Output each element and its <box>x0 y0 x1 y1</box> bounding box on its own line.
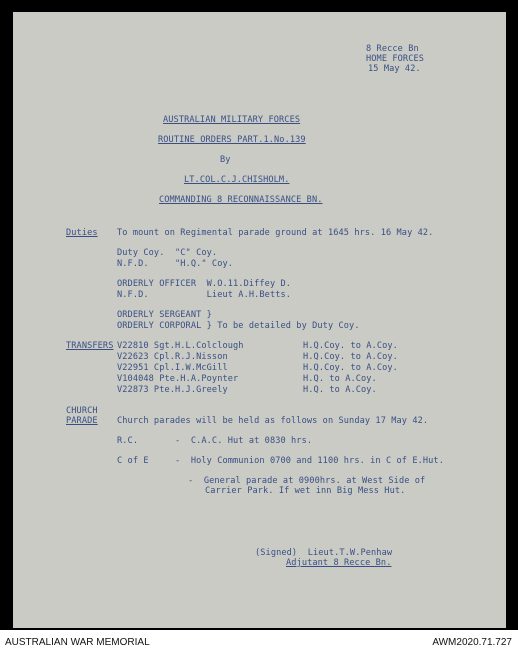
church-cofe: C of E - Holy Communion 0700 and 1100 hrs. in C of E.Hut. <box>117 456 444 466</box>
duties-text: To mount on Regimental parade ground at 1645 hrs. 16 May 42. <box>117 228 434 238</box>
transfer-name: V22810 Sgt.H.L.Colclough <box>117 341 244 351</box>
orderly-corporal: ORDERLY CORPORAL } To be detailed by Duty Coy. <box>117 321 360 331</box>
transfer-move: H.Q.Coy. to A.Coy. <box>303 341 398 351</box>
footer-accession-id: AWM2020.71.727 <box>432 637 512 648</box>
transfer-name: V22873 Pte.H.J.Greely <box>117 385 228 395</box>
transfer-name: V22951 Cpl.I.W.McGill <box>117 363 228 373</box>
transfer-move: H.Q.Coy. to A.Coy. <box>303 363 398 373</box>
church-text: Church parades will be held as follows on Sunday 17 May 42. <box>117 416 429 426</box>
footer-credit: AUSTRALIAN WAR MEMORIAL <box>5 637 150 648</box>
church-label-2: PARADE <box>66 416 98 426</box>
transfers-label: TRANSFERS <box>66 341 114 351</box>
signature-line-1: (Signed) Lieut.T.W.Penhaw <box>255 548 393 558</box>
footer-bar <box>0 630 518 653</box>
duties-label: Duties <box>66 228 98 238</box>
transfer-name: V104048 Pte.H.A.Poynter <box>117 374 239 384</box>
title-line-5: COMMANDING 8 RECONNAISSANCE BN. <box>159 195 323 205</box>
header-date: 15 May 42. <box>368 64 421 74</box>
transfer-move: H.Q. to A.Coy. <box>303 385 377 395</box>
signature-line-2: Adjutant 8 Recce Bn. <box>286 558 392 568</box>
church-general-2: Carrier Park. If wet inn Big Mess Hut. <box>205 486 406 496</box>
header-unit: 8 Recce Bn <box>366 44 419 54</box>
duty-nfd: N.F.D. "H.Q." Coy. <box>117 259 234 269</box>
transfer-move: H.Q. to A.Coy. <box>303 374 377 384</box>
orderly-sergeant: ORDERLY SERGEANT } <box>117 310 212 320</box>
church-label-1: CHURCH <box>66 406 98 416</box>
church-general-1: - General parade at 0900hrs. at West Side of <box>188 476 426 486</box>
orderly-officer: ORDERLY OFFICER W.O.11.Diffey D. <box>117 279 292 289</box>
title-line-3: By <box>220 155 231 165</box>
transfer-move: H.Q.Coy. to A.Coy. <box>303 352 398 362</box>
document-page <box>13 12 506 628</box>
orderly-officer-nfd: N.F.D. Lieut A.H.Betts. <box>117 290 292 300</box>
title-line-1: AUSTRALIAN MILITARY FORCES <box>163 115 301 125</box>
title-line-4: LT.COL.C.J.CHISHOLM. <box>184 175 290 185</box>
duty-coy: Duty Coy. "C" Coy. <box>117 248 218 258</box>
transfer-name: V22623 Cpl.R.J.Nisson <box>117 352 228 362</box>
church-rc: R.C. - C.A.C. Hut at 0830 hrs. <box>117 436 313 446</box>
header-force: HOME FORCES <box>366 54 425 64</box>
title-line-2: ROUTINE ORDERS PART.1.No.139 <box>158 135 306 145</box>
